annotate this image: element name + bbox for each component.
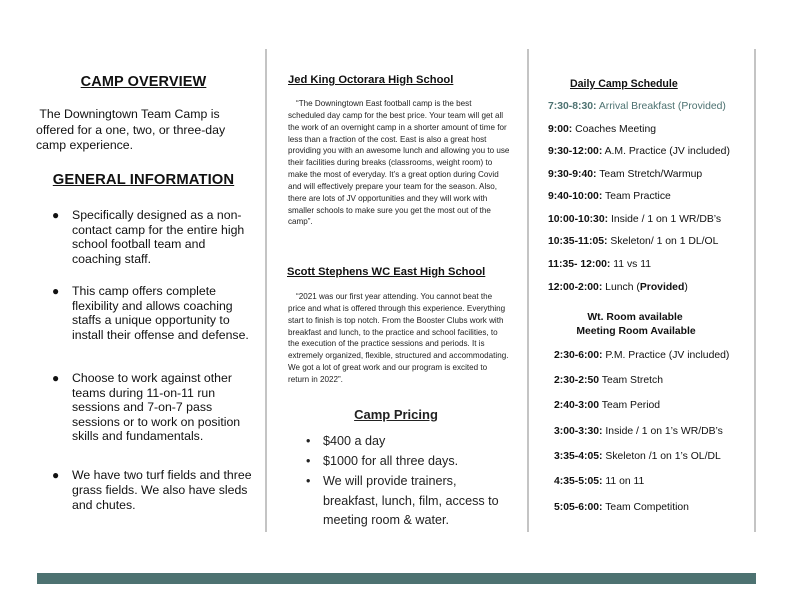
meeting-room-note: Meeting Room Available — [576, 326, 696, 337]
testimonial-body: “2021 was our first year attending. You cannot beat the price and what is offered through this experience. Everything start to finish is top notch. From the Booster Clubs work with breakfast and lunch, to the practice and school facilities, to the execution of the practice sessions and periods. It is extremely organized, flexible, structured and accommodating. We got a lot of great work and our program is excited to return in 2022”. — [288, 292, 509, 384]
bullet-icon: • — [306, 434, 311, 448]
schedule-row: 4:35-5:05: 11 on 11 — [554, 476, 645, 487]
bullet-icon: ● — [52, 208, 60, 222]
schedule-row: 7:30-8:30: Arrival Breakfast (Provided) — [548, 101, 726, 112]
testimonial-title: Jed King Octorara High School — [288, 74, 454, 86]
schedule-row: 3:00-3:30: Inside / 1 on 1’s WR/DB’s — [554, 426, 723, 437]
column-divider-2 — [527, 49, 529, 532]
camp-overview-text: The Downingtown Team Camp is offered for a one, two, or three-day camp experience. — [36, 107, 229, 152]
schedule-row: 11:35- 12:00: 11 vs 11 — [548, 259, 652, 270]
bullet-icon: ● — [52, 371, 60, 385]
schedule-row: 2:30-2:50 Team Stretch — [554, 375, 663, 386]
daily-camp-schedule-heading: Daily Camp Schedule — [570, 78, 678, 90]
wt-room-note: Wt. Room available — [587, 312, 683, 323]
schedule-row: 3:35-4:05: Skeleton /1 on 1’s OL/DL — [554, 451, 721, 462]
column-divider-3 — [754, 49, 756, 532]
schedule-row: 5:05-6:00: Team Competition — [554, 502, 689, 513]
bullet-icon: • — [306, 474, 311, 488]
schedule-row: 9:40-10:00: Team Practice — [548, 191, 671, 202]
schedule-row: 9:30-12:00: A.M. Practice (JV included) — [548, 146, 730, 157]
schedule-row: 9:30-9:40: Team Stretch/Warmup — [548, 169, 703, 180]
testimonial-body: “The Downingtown East football camp is the best scheduled day camp for the best price. Your team will get all the work of an overnight camp in a shorter amount of time for less than a fraction of the cost. East is also a great host providing you with an awesome lunch and allowing you to use their facilities during breaks (classrooms, weight room) to make the most of everyday. It’s a great option during Covid and will effectively prepare your team for the season. Also, there are lots of JV opportunities and they will work with smaller schools to make sure you get the most out of the camp”. — [288, 99, 510, 227]
testimonial-title: Scott Stephens WC East High School — [287, 266, 486, 278]
schedule-row: 9:00: Coaches Meeting — [548, 124, 657, 135]
bullet-icon: ● — [52, 284, 60, 298]
bullet-icon: ● — [52, 468, 60, 482]
bullet-icon: • — [306, 454, 311, 468]
schedule-row: 2:30-6:00: P.M. Practice (JV included) — [554, 350, 730, 361]
schedule-row: 2:40-3:00 Team Period — [554, 400, 661, 411]
camp-overview-heading: CAMP OVERVIEW — [80, 74, 207, 90]
column-divider-1 — [265, 49, 267, 532]
schedule-row: 12:00-2:00: Lunch (Provided) — [548, 282, 688, 293]
schedule-row: 10:35-11:05: Skeleton/ 1 on 1 DL/OL — [548, 236, 719, 247]
schedule-row: 10:00-10:30: Inside / 1 on 1 WR/DB’s — [548, 214, 722, 225]
footer-accent-bar — [37, 573, 756, 584]
general-information-heading: GENERAL INFORMATION — [52, 172, 235, 188]
camp-pricing-heading: Camp Pricing — [354, 407, 438, 422]
